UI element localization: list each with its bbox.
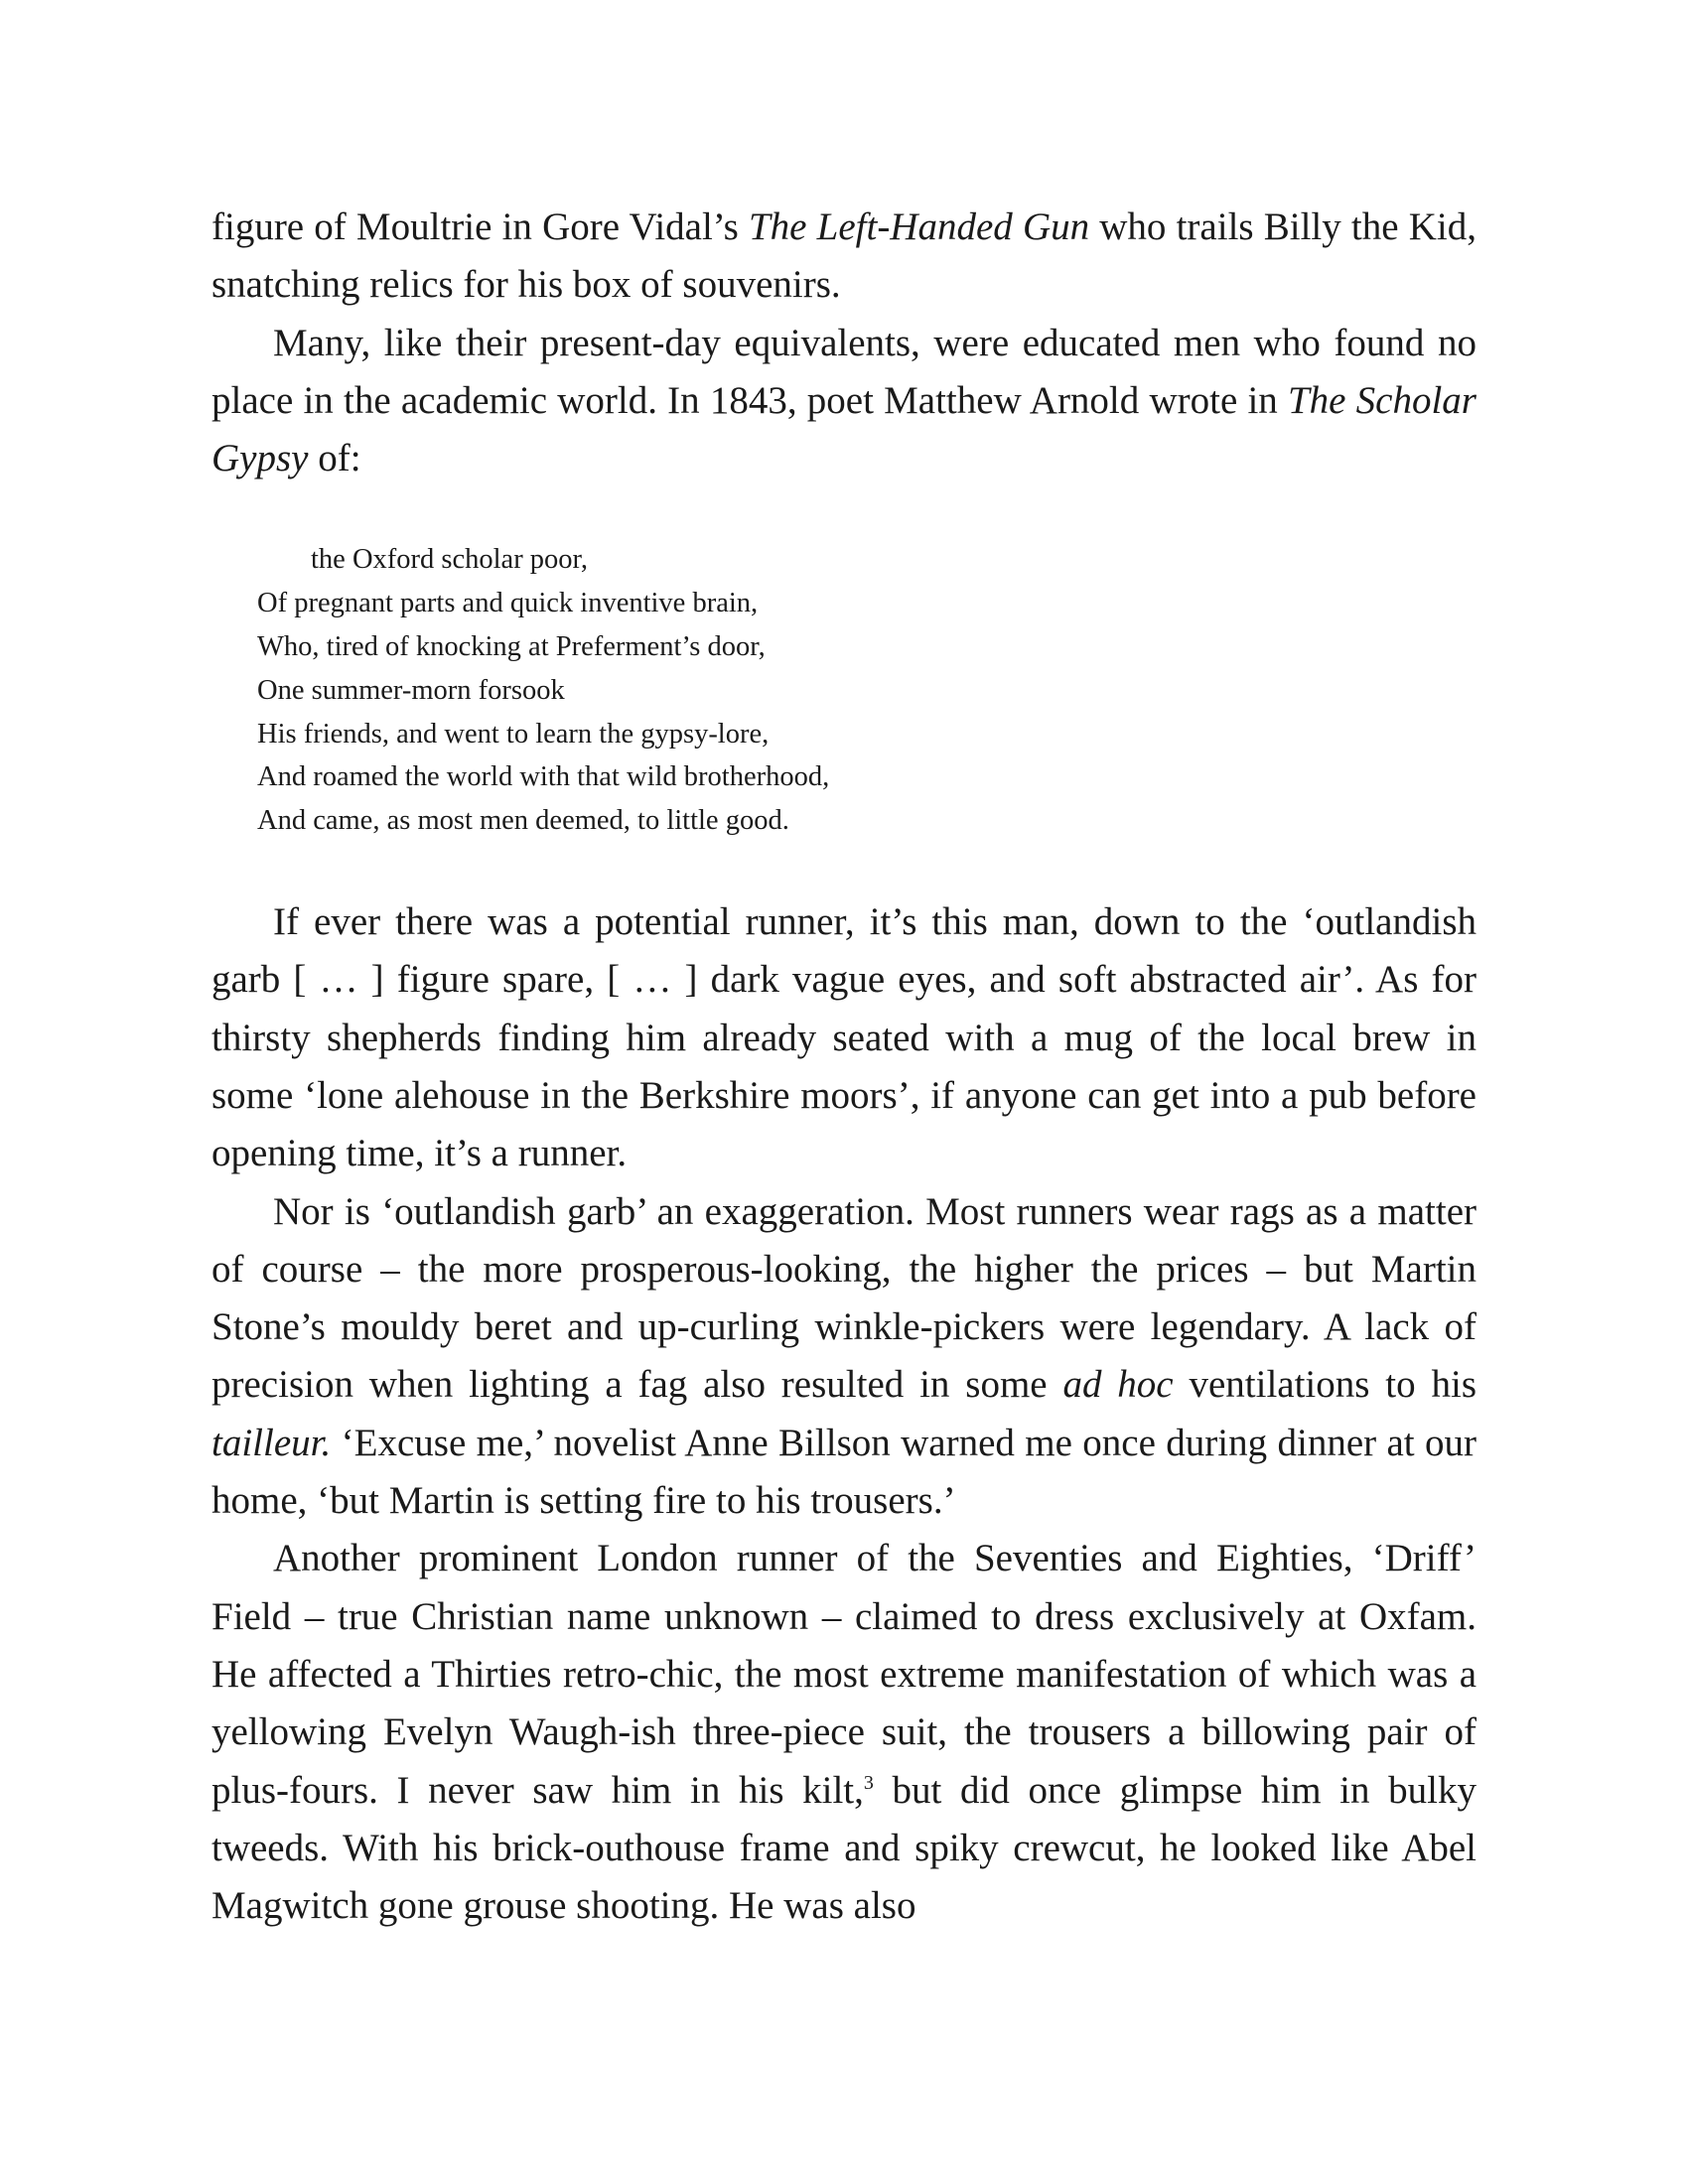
paragraph-3 xyxy=(211,893,1477,1182)
italic-ad-hoc: ad hoc xyxy=(1062,1363,1174,1407)
paragraph-1-text-end: who trails Billy the Kid, snatching relics for his box of souvenirs. xyxy=(211,205,1477,307)
verse-line: the Oxford scholar poor, xyxy=(311,544,589,576)
paragraph-1 xyxy=(211,199,1477,315)
verse-line: Who, tired of knocking at Preferment’s door, xyxy=(257,631,766,663)
verse-line: His friends, and went to learn the gypsy-lore, xyxy=(257,718,770,750)
footnote-marker[interactable]: 3 xyxy=(863,1771,874,1794)
paragraph-3-text: If ever there was a potential runner, it’s this man, down to the ‘outlandish garb [ … ] figure spare, [ … ] dark vague eyes, and soft abstracted air’. As for thirsty shepherds finding him already seated with a mug of the local brew in some ‘lone alehouse in the Berkshire moors’, if anyone can get into a pub before opening time, it’s a runner. xyxy=(211,900,1477,1175)
paragraph-5-text-end: but did once glimpse him in bulky tweeds. With his brick-outhouse frame and spiky crewcut, he looked like Abel Magwitch gone grouse shooting. He was also xyxy=(211,1768,1477,1928)
paragraph-4-text-end: ‘Excuse me,’ novelist Anne Billson warned me once during dinner at our home, ‘but Martin is setting fire to his trousers.’ xyxy=(211,1421,1477,1523)
verse-line: And came, as most men deemed, to little good. xyxy=(257,805,789,837)
verse-line: And roamed the world with that wild brotherhood, xyxy=(257,761,830,793)
paragraph-2 xyxy=(211,315,1477,488)
paragraph-4-text: Nor is ‘outlandish garb’ an exaggeration. Most runners wear rags as a matter of course – the more prosperous-looking, the higher the prices – but Martin Stone’s mouldy beret and up-curling winkle-pickers were legendary. A lack of precision when lighting a fag also resulted in some xyxy=(211,1189,1477,1407)
italic-tailleur: tailleur. xyxy=(211,1421,332,1464)
book-title-left-handed-gun: The Left-Handed Gun xyxy=(748,205,1090,248)
paragraph-5-text: Another prominent London runner of the Seventies and Eighties, ‘Driff’ Field – true Christian name unknown – claimed to dress exclusively at Oxfam. He affected a Thirties retro-chic, the most extreme manifestation of which was a yellowing Evelyn Waugh-ish three-piece suit, the trousers a billowing pair of plus-fours. I never saw him in his kilt, xyxy=(211,1537,1477,1812)
poem-title-scholar-gypsy: The Scholar Gypsy xyxy=(211,378,1477,480)
page-body xyxy=(211,199,1477,1935)
paragraph-4-text-mid: ventilations to his xyxy=(1173,1363,1477,1407)
paragraph-5 xyxy=(211,1530,1477,1935)
verse-line: Of pregnant parts and quick inventive brain, xyxy=(257,588,759,619)
paragraph-4 xyxy=(211,1183,1477,1531)
paragraph-2-text: Many, like their present-day equivalents, were educated men who found no place in the academic world. In 1843, poet Matthew Arnold wrote in xyxy=(211,321,1477,422)
verse-line: One summer-morn forsook xyxy=(257,674,565,706)
paragraph-1-text: figure of Moultrie in Gore Vidal’s xyxy=(211,205,749,248)
paragraph-2-text-end: of: xyxy=(308,437,361,480)
verse-quotation xyxy=(257,538,1477,843)
